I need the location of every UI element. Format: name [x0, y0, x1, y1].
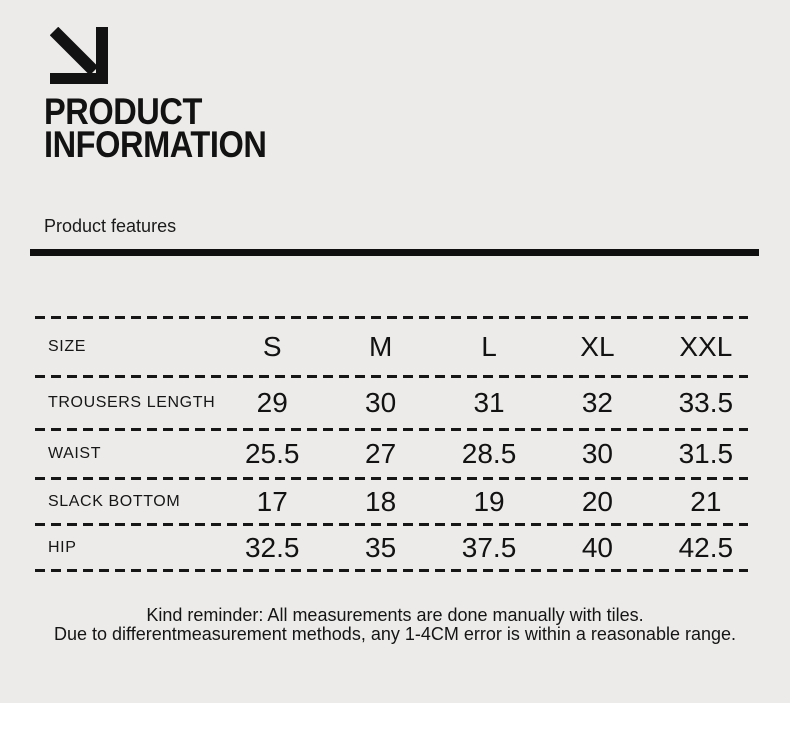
- table-row-hip: [35, 526, 748, 569]
- cell-value: 42.5: [678, 531, 734, 563]
- row-values: [218, 438, 760, 470]
- cell-value: 17: [256, 485, 288, 517]
- row-label: SLACK BOTTOM: [48, 492, 181, 510]
- size-table: [35, 316, 748, 572]
- table-row-slack-bottom: [35, 480, 748, 523]
- cell-value: 19: [473, 485, 505, 517]
- cell-value: 30: [365, 387, 397, 418]
- row-label: HIP: [48, 538, 77, 556]
- cell-value: 40: [581, 531, 613, 563]
- row-values: [218, 532, 760, 564]
- table-row-trousers-length: [35, 378, 748, 428]
- row-label: TROUSERS LENGTH: [48, 394, 216, 411]
- cell-value: 29: [256, 387, 288, 418]
- cell-value: 20: [581, 485, 613, 517]
- reminder-line2: Due to differentmeasurement methods, any 1-4CM error is within a reasonable range.: [53, 624, 736, 644]
- cell-value: 37.5: [461, 531, 517, 563]
- section-divider-rule: [30, 249, 759, 256]
- page-title-line2: INFORMATION: [44, 124, 267, 165]
- arrow-down-right-corner-icon: [50, 27, 108, 84]
- page-title-line1: PRODUCT: [44, 91, 202, 132]
- row-label: WAIST: [48, 445, 102, 462]
- size-col-xxl: XXL: [679, 331, 733, 362]
- table-divider: [35, 569, 748, 572]
- bottom-white-strip: [0, 703, 790, 729]
- cell-value: 31.5: [678, 438, 734, 469]
- cell-value: 35: [365, 531, 397, 563]
- size-col-s: S: [262, 331, 282, 362]
- section-label: Product features: [44, 216, 177, 236]
- cell-value: 28.5: [461, 438, 517, 469]
- cell-value: 32.5: [244, 531, 300, 563]
- cell-value: 25.5: [244, 438, 300, 469]
- page-title: [44, 91, 267, 165]
- cell-value: 18: [365, 485, 397, 517]
- cell-value: 32: [581, 387, 613, 418]
- size-col-m: M: [368, 331, 393, 362]
- cell-value: 27: [365, 438, 397, 469]
- reminder-note: [0, 606, 790, 644]
- size-table-header-row: [35, 319, 748, 375]
- size-col-xl: XL: [580, 331, 615, 362]
- cell-value: 31: [473, 387, 505, 418]
- cell-value: 21: [690, 485, 722, 517]
- size-col-l: L: [481, 331, 497, 362]
- reminder-line1: Kind reminder: All measurements are done manually with tiles.: [146, 605, 644, 625]
- cell-value: 33.5: [678, 387, 734, 418]
- table-row-waist: [35, 431, 748, 477]
- row-values: [218, 387, 760, 419]
- cell-value: 30: [581, 438, 613, 469]
- row-values: [218, 486, 760, 518]
- size-table-header-label: SIZE: [48, 338, 86, 355]
- size-table-header-values: [218, 331, 760, 363]
